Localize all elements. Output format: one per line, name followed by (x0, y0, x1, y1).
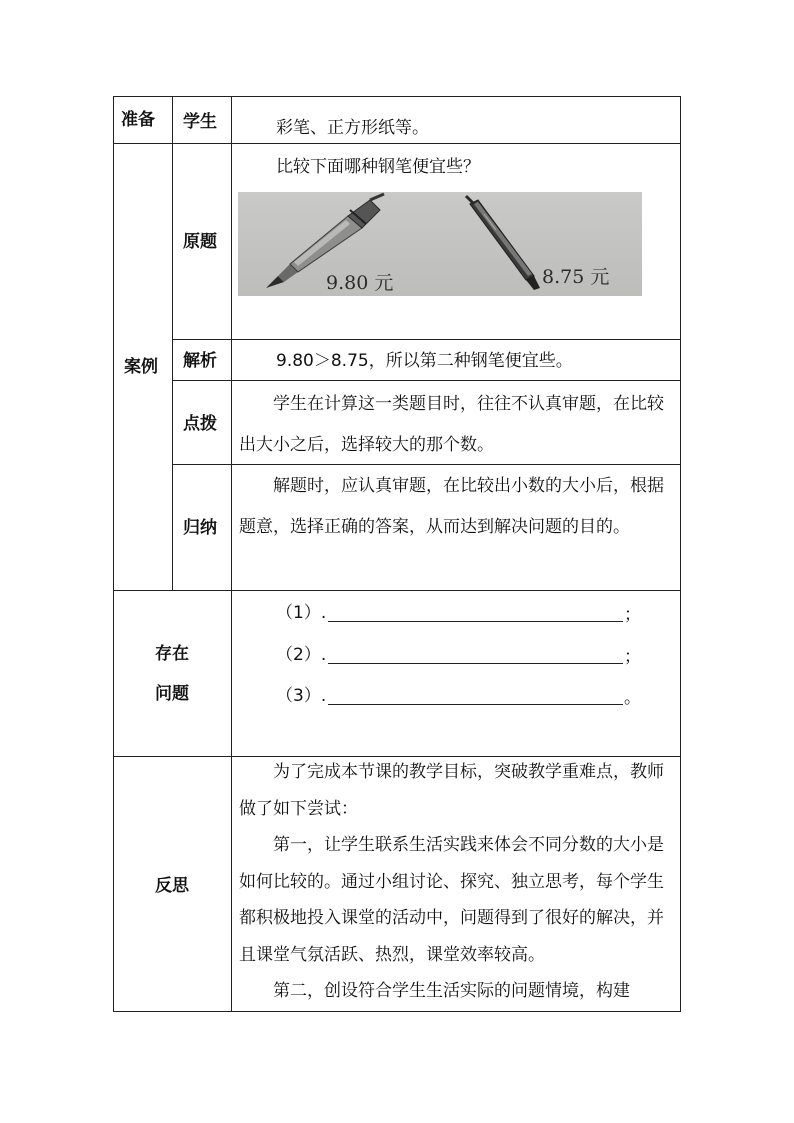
reflection-intro: 为了完成本节课的教学目标，突破教学重难点，教师做了如下尝试： (239, 762, 664, 819)
original-problem-question: 比较下面哪种钢笔便宜些？ (276, 157, 480, 177)
column-divider-2 (231, 96, 232, 1012)
reflection-point-1: 第一，让学生联系生活实践来体会不同分数的大小是如何比较的。通过小组讨论、探究、独立思考，每个学生都积极地投入课堂的活动中，问题得到了很好的解决，并且课堂气氛活跃、热烈，课堂效率较高。 (239, 835, 664, 965)
fountain-pen-price: 9.80 元 (326, 272, 394, 294)
analysis-label: 解析 (183, 351, 217, 371)
problem-number: （1）. (276, 603, 327, 623)
table-border-bottom (113, 1011, 681, 1012)
column-divider-1 (172, 96, 173, 591)
table-border-left (113, 96, 114, 1012)
row-divider-prep (113, 143, 681, 144)
problem-end-mark: ； (624, 647, 641, 667)
prep-row-label: 准备 (121, 110, 155, 130)
prep-materials-text: 彩笔、正方形纸等。 (276, 118, 429, 138)
reflection-point-2: 第二，创设符合学生生活实际的问题情境，构建 (273, 981, 630, 1001)
table-border-top (113, 96, 681, 97)
tip-label: 点拨 (183, 414, 217, 434)
problem-number: （3）. (276, 686, 327, 706)
row-divider-case (113, 590, 681, 591)
pens-image (238, 192, 642, 296)
subrow-divider-1 (172, 339, 681, 340)
analysis-text: 9.80＞8.75，所以第二种钢笔便宜些。 (276, 351, 573, 371)
reflection-label: 反思 (155, 876, 189, 896)
problems-label-line1: 存在 (155, 644, 189, 664)
summary-text: 解题时，应认真审题，在比较出小数的大小后，根据题意，选择正确的答案，从而达到解决问题的目的。 (239, 476, 664, 537)
problem-blank-field[interactable] (328, 690, 623, 705)
problems-label-line2: 问题 (155, 684, 189, 704)
problem-blank-field[interactable] (328, 649, 623, 664)
case-row-label: 案例 (124, 357, 158, 377)
summary-label: 归纳 (183, 518, 217, 538)
table-border-right (680, 96, 681, 1012)
problem-number: （2）. (276, 645, 327, 665)
ballpoint-pen-price: 8.75 元 (542, 266, 610, 288)
tip-text: 学生在计算这一类题目时，往往不认真审题，在比较出大小之后，选择较大的那个数。 (239, 394, 664, 455)
prep-student-label: 学生 (183, 112, 217, 132)
problem-end-mark: 。 (624, 688, 641, 708)
original-problem-label: 原题 (183, 232, 217, 252)
problem-end-mark: ； (624, 605, 641, 625)
ballpoint-pen-icon (466, 196, 540, 290)
problem-blank-field[interactable] (328, 607, 623, 622)
subrow-divider-2 (172, 380, 681, 381)
